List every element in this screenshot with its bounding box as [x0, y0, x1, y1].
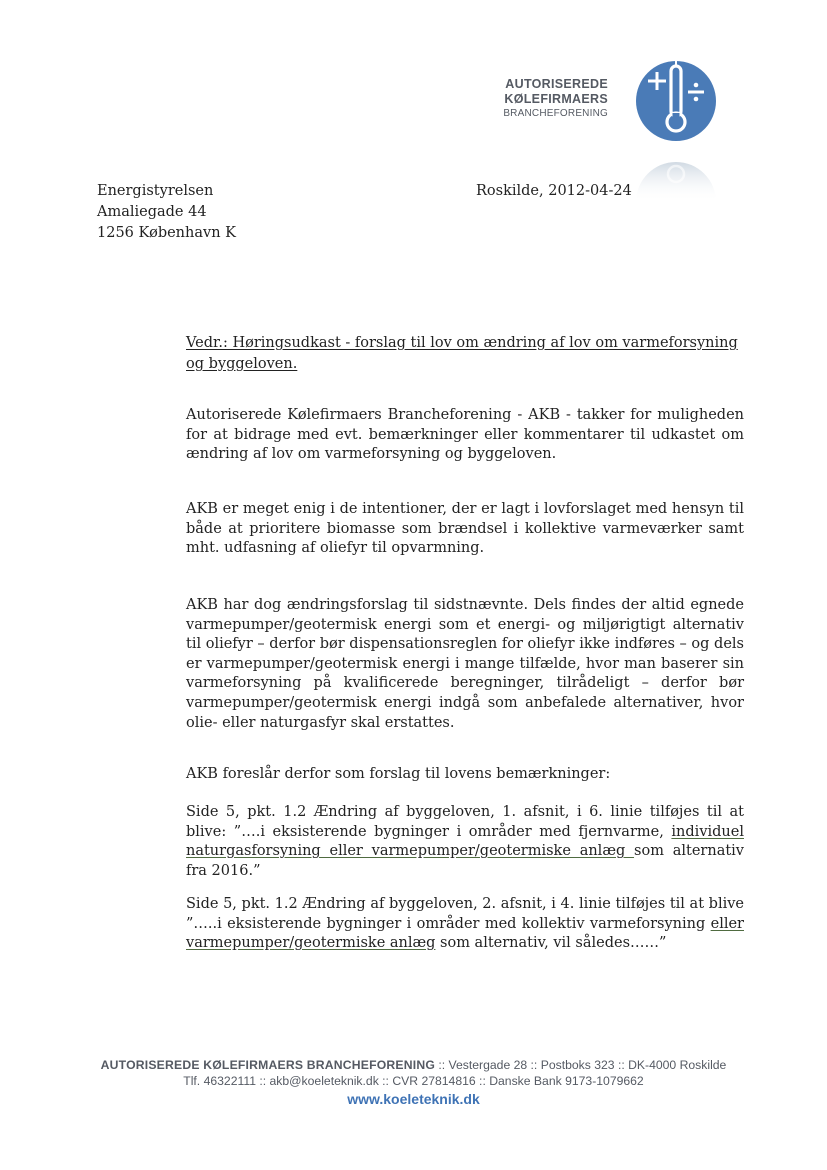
footer-website-link[interactable]: www.koeleteknik.dk: [347, 1091, 480, 1107]
paragraph-amendment-1: [186, 803, 744, 881]
letter-date: Roskilde, 2012-04-24: [476, 183, 632, 199]
paragraph-amendment-2: [186, 895, 744, 954]
recipient-name: Energistyrelsen: [97, 183, 214, 199]
recipient-address: [97, 181, 236, 244]
amendment-2-text-a: Side 5, pkt. 1.2 Ændring af byggeloven, 2. afsnit, i 4. linie tilføjes til at blive ”…..i eksisterende bygninger i områder med kollektiv varmeforsyning: [186, 896, 744, 932]
subject-line: Vedr.: Høringsudkast - forslag til lov om ændring af lov om varmeforsyning og byggeloven.: [186, 335, 738, 372]
recipient-city: 1256 København K: [97, 225, 236, 241]
paragraph-intro: Autoriserede Kølefirmaers Brancheforening - AKB - takker for muligheden for at bidrage med evt. bemærkninger eller kommentarer til udkastet om ændring af lov om varmeforsyning og byggeloven.: [186, 407, 744, 463]
letterhead: [470, 77, 608, 120]
footer: [40, 1057, 787, 1109]
letterhead-line3: BRANCHEFORENING: [503, 108, 608, 119]
akb-logo-icon: [634, 56, 722, 204]
footer-address: :: Vestergade 28 :: Postboks 323 :: DK-4000 Roskilde: [435, 1058, 727, 1072]
amendment-1-underlined: individuel naturgasforsyning eller varmepumper/geotermiske anlæg: [186, 823, 744, 860]
amendment-2-underlined: eller varmepumper/geotermiske anlæg: [186, 915, 744, 952]
amendment-2-text-b: som alternativ, vil således……”: [435, 935, 667, 952]
amendment-1-text-a: Side 5, pkt. 1.2 Ændring af byggeloven, 1. afsnit, i 6. linie tilføjes til at blive: ”….i eksisterende bygninger i områder med fjernvarme,: [186, 804, 744, 840]
footer-contact: Tlf. 46322111 :: akb@koeleteknik.dk :: CVR 27814816 :: Danske Bank 9173-1079662: [183, 1074, 644, 1088]
paragraph-agreement: AKB er meget enig i de intentioner, der er lagt i lovforslaget med hensyn til både at prioritere biomasse som brændsel i kollektive varmeværker samt mht. udfasning af oliefyr til opvarmning.: [186, 501, 744, 557]
amendment-1-text-b: som alternativ fra 2016.”: [186, 843, 744, 879]
paragraph-suggestion-intro: AKB foreslår derfor som forslag til lovens bemærkninger:: [186, 766, 611, 782]
footer-org: AUTORISEREDE KØLEFIRMAERS BRANCHEFORENING: [100, 1058, 436, 1072]
footer-address-line: [40, 1057, 787, 1073]
letterhead-line2: KØLEFIRMAERS: [504, 92, 608, 106]
paragraph-proposal: AKB har dog ændringsforslag til sidstnævnte. Dels findes der altid egnede varmepumper/geotermisk energi som et energi- og miljørigtigt alternativ til oliefyr – derfor bør dispensationsreglen for oliefyr ikke indføres – og dels er varmepumper/geotermisk energi i mange tilfælde, hvor man baserer sin varmeforsyning på kvalificerede beregninger, tilrådeligt – derfor bør varmepumper/geotermisk energi indgå som anbefalede alternativer, hvor olie- eller naturgasfyr skal erstattes.: [186, 597, 744, 731]
recipient-street: Amaliegade 44: [97, 204, 207, 220]
letterhead-line1: AUTORISEREDE: [505, 77, 608, 91]
